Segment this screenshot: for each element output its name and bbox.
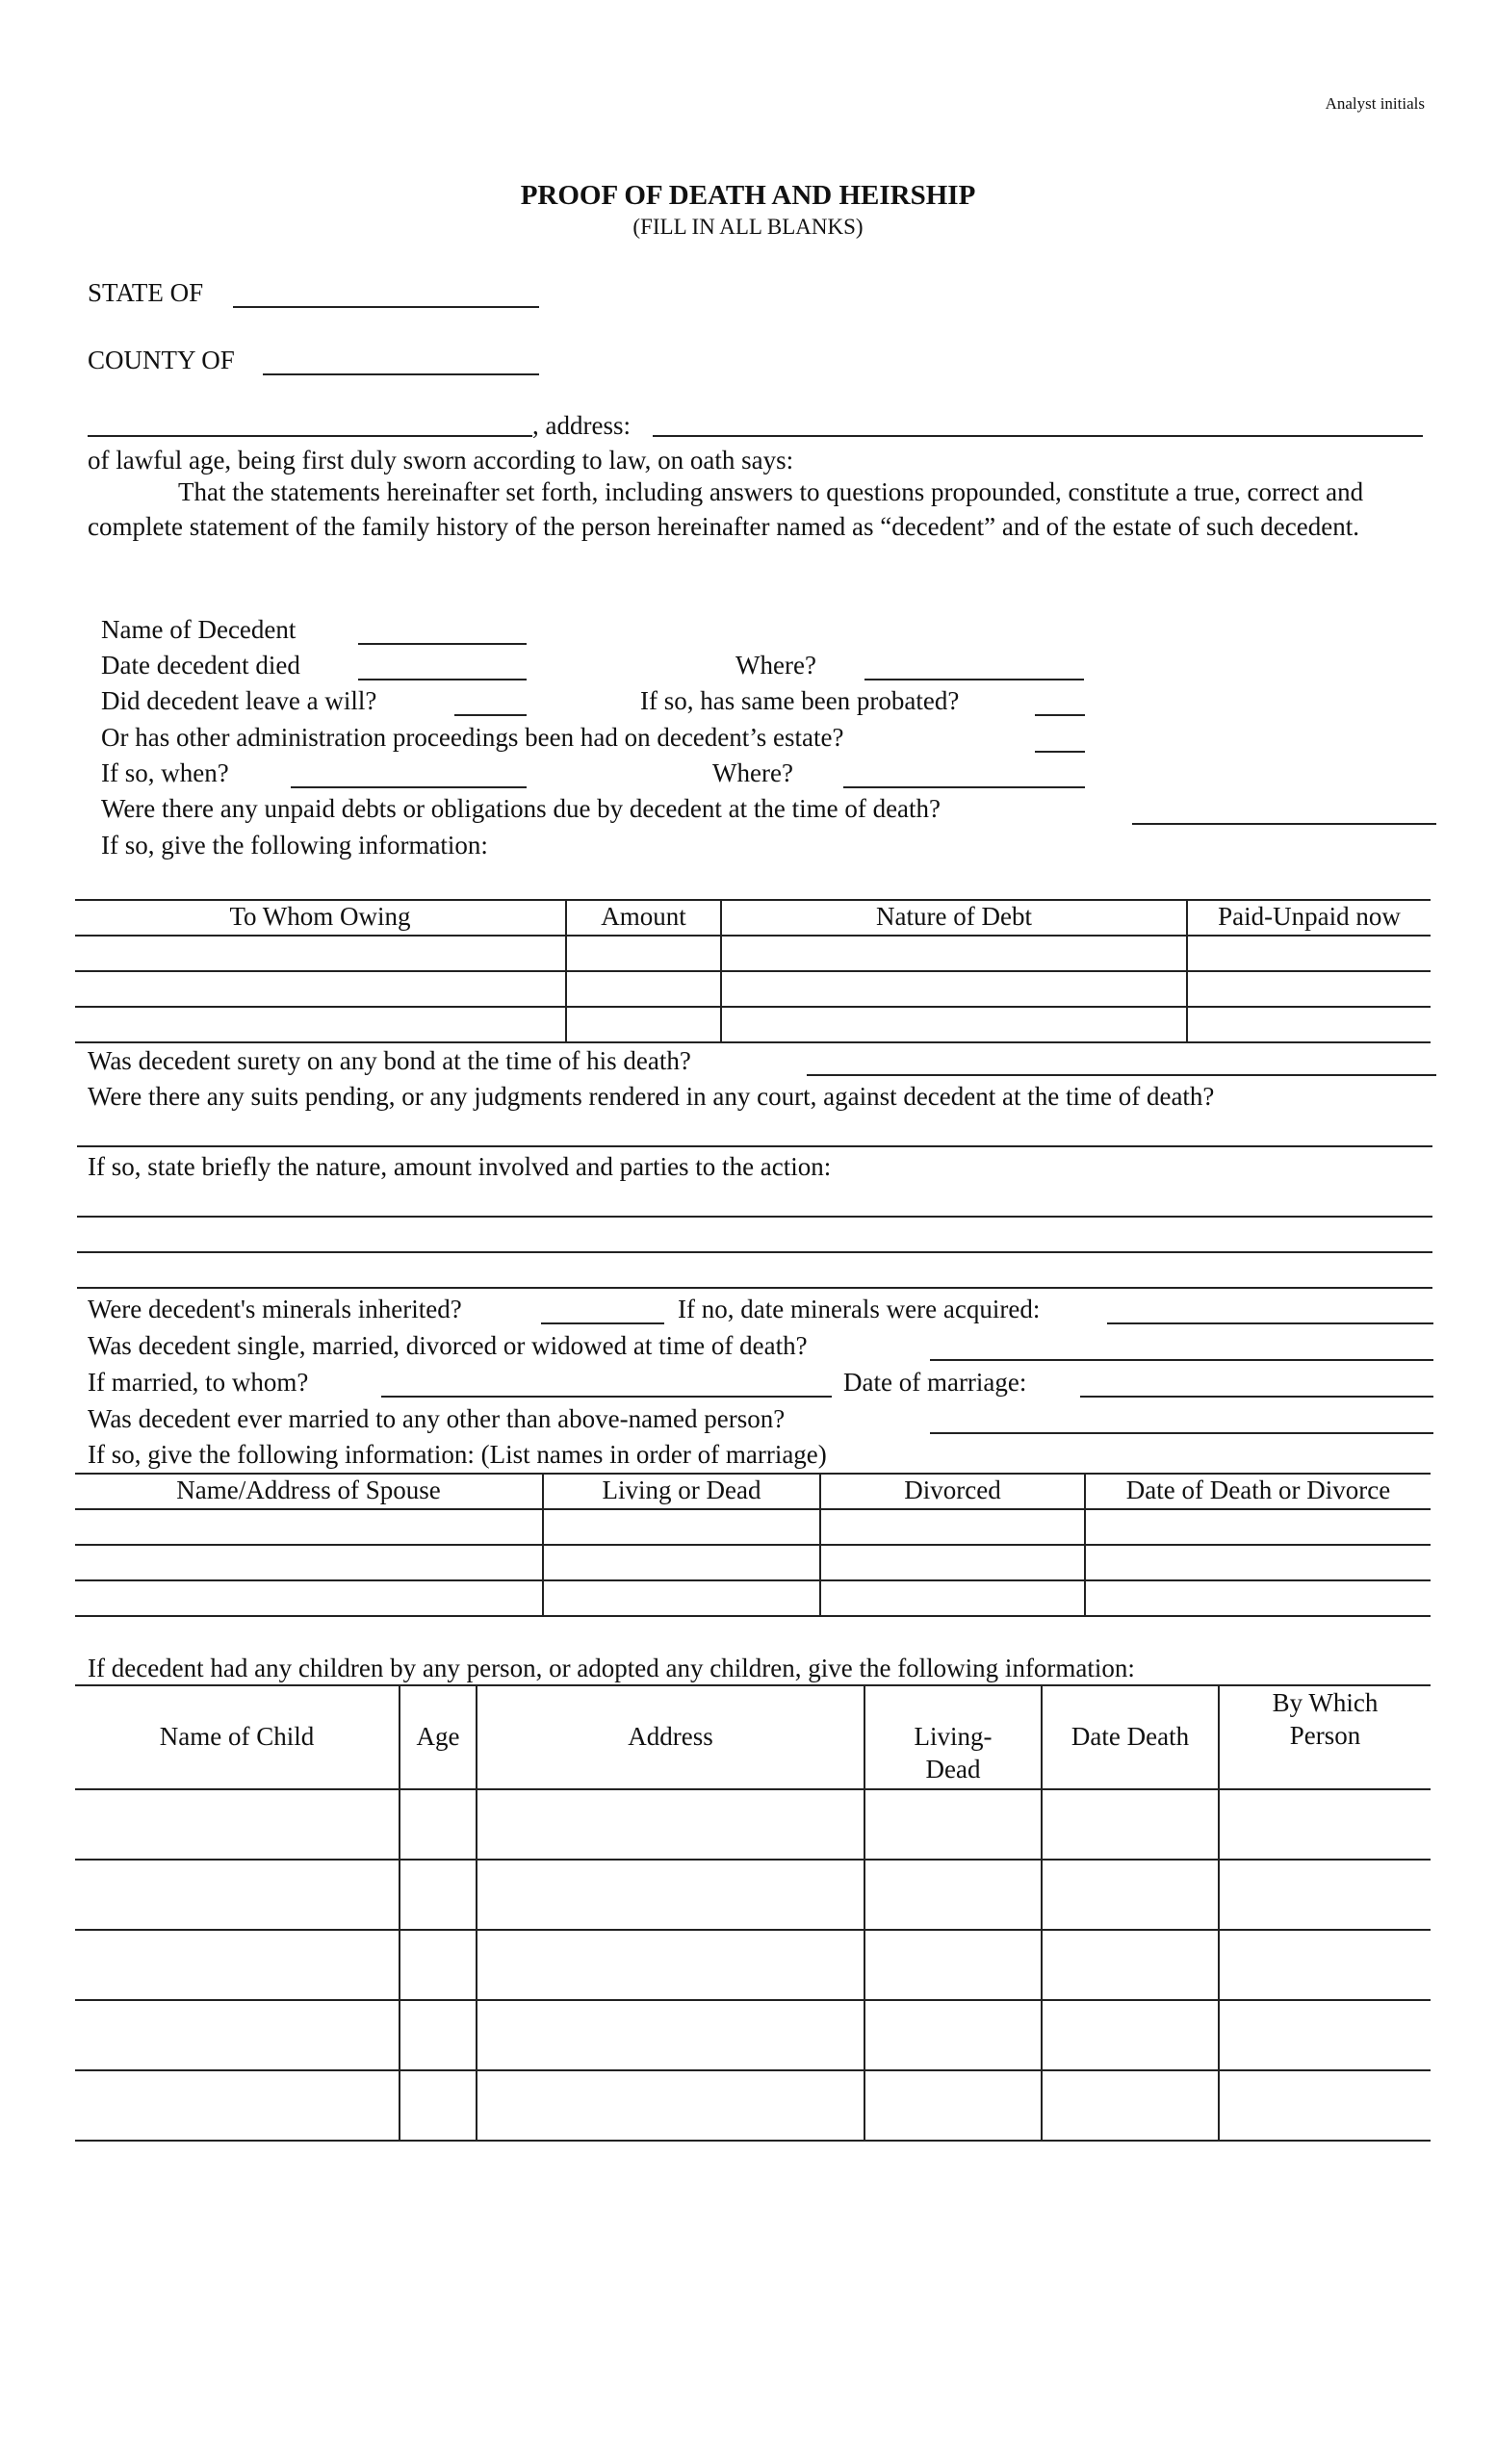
minerals-inherited-field[interactable] (541, 1296, 672, 1324)
marital-status-label: Was decedent single, married, divorced or widowed at time of death? (88, 1331, 808, 1360)
sworn-line: of lawful age, being first duly sworn according to law, on oath says: (88, 446, 794, 475)
spouse-header-date: Date of Death or Divorce (1125, 1476, 1391, 1504)
form-subtitle: (FILL IN ALL BLANKS) (632, 215, 864, 239)
probated-label: If so, has same been probated? (640, 686, 960, 715)
admin-where-field[interactable] (843, 759, 1093, 788)
suits-detail-label: If so, state briefly the nature, amount involved and parties to the action: (88, 1152, 832, 1181)
date-died-label: Date decedent died (101, 651, 300, 680)
surety-field[interactable] (807, 1047, 1444, 1076)
children-header-address: Address (628, 1722, 713, 1751)
admin-proceedings-label: Or has other administration proceedings been had on decedent’s estate? (101, 723, 844, 752)
where-died-field[interactable] (864, 652, 1092, 680)
date-died-underline (358, 679, 527, 680)
spouse-header-living: Living or Dead (602, 1476, 761, 1504)
unpaid-debts-label: Were there any unpaid debts or obligations due by decedent at the time of death? (101, 794, 941, 823)
suits-detail-field-2[interactable] (77, 1224, 1440, 1253)
children-intro-label: If decedent had any children by any person, or adopted any children, give the following information: (88, 1654, 1135, 1682)
children-header-by-which-person: By Which Person (1272, 1688, 1379, 1750)
suits-field[interactable] (77, 1118, 1440, 1147)
state-underline (233, 306, 539, 308)
decedent-name-label: Name of Decedent (101, 615, 297, 644)
debts-header-to-whom: To Whom Owing (229, 902, 411, 931)
surety-label: Was decedent surety on any bond at the time of his death? (88, 1046, 691, 1075)
married-to-underline (381, 1396, 832, 1398)
unpaid-debts-underline (1132, 823, 1436, 825)
debts-info-label: If so, give the following information: (101, 831, 488, 860)
other-marriage-field[interactable] (930, 1405, 1441, 1434)
minerals-inherited-underline (541, 1322, 664, 1324)
suits-detail-field-1[interactable] (77, 1189, 1440, 1218)
date-died-field[interactable] (358, 652, 534, 680)
suits-label: Were there any suits pending, or any judgments rendered in any court, against decedent at the time of death? (88, 1082, 1215, 1111)
affiant-name-underline (88, 435, 532, 437)
county-label: COUNTY OF (88, 346, 235, 374)
suits-underline (77, 1145, 1432, 1147)
suits-detail-underline-3 (77, 1287, 1432, 1289)
affiant-address-field[interactable] (653, 408, 1431, 437)
admin-proceedings-underline (1035, 751, 1085, 753)
state-field[interactable] (233, 279, 547, 308)
admin-where-label: Where? (712, 758, 793, 787)
marital-status-field[interactable] (930, 1332, 1441, 1361)
county-underline (263, 373, 539, 375)
marriage-date-label: Date of marriage: (843, 1368, 1027, 1397)
surety-underline (807, 1074, 1436, 1076)
other-marriage-underline (930, 1432, 1433, 1434)
analyst-initials-label: Analyst initials (1325, 94, 1425, 113)
probated-field[interactable] (1035, 687, 1093, 716)
affiant-address-underline (653, 435, 1423, 437)
will-label: Did decedent leave a will? (101, 686, 377, 715)
spouse-header-divorced: Divorced (904, 1476, 1001, 1504)
minerals-date-label: If no, date minerals were acquired: (678, 1295, 1041, 1323)
debts-header-paid: Paid-Unpaid now (1218, 902, 1401, 931)
county-field[interactable] (263, 346, 547, 375)
where-died-underline (864, 679, 1084, 680)
will-underline (454, 714, 527, 716)
admin-when-label: If so, when? (101, 758, 229, 787)
where-died-label: Where? (735, 651, 816, 680)
spouse-list-label: If so, give the following information: (List names in order of marriage) (88, 1440, 827, 1469)
will-field[interactable] (454, 687, 534, 716)
children-header-name: Name of Child (159, 1722, 315, 1751)
minerals-inherited-label: Were decedent's minerals inherited? (88, 1295, 462, 1323)
unpaid-debts-field[interactable] (1132, 796, 1444, 825)
admin-where-underline (843, 786, 1085, 788)
suits-detail-underline-1 (77, 1216, 1432, 1218)
minerals-date-underline (1107, 1322, 1433, 1324)
decedent-name-field[interactable] (358, 616, 534, 645)
admin-proceedings-field[interactable] (1035, 724, 1093, 753)
statement-paragraph: That the statements hereinafter set forth, including answers to questions propounded, constitute a true, correct and complete statement of the family history of the person hereinafter named as “decedent” and of the estate of such decedent. (88, 477, 1364, 541)
married-to-label: If married, to whom? (88, 1368, 309, 1397)
suits-detail-underline-2 (77, 1251, 1432, 1253)
probated-underline (1035, 714, 1085, 716)
affiant-name-field[interactable] (88, 408, 540, 437)
debts-header-amount: Amount (601, 902, 686, 931)
marriage-date-field[interactable] (1080, 1369, 1441, 1398)
admin-when-underline (291, 786, 527, 788)
married-to-field[interactable] (381, 1369, 839, 1398)
spouse-header-name: Name/Address of Spouse (176, 1476, 441, 1504)
children-header-living-dead: Living- Dead (914, 1722, 993, 1784)
address-label: , address: (532, 411, 631, 440)
suits-detail-field-3[interactable] (77, 1260, 1440, 1289)
debts-header-nature: Nature of Debt (876, 902, 1032, 931)
form-title: PROOF OF DEATH AND HEIRSHIP (520, 180, 976, 211)
children-header-date-death: Date Death (1070, 1722, 1190, 1751)
state-label: STATE OF (88, 278, 204, 307)
children-header-age: Age (416, 1722, 460, 1751)
admin-when-field[interactable] (291, 759, 534, 788)
decedent-name-underline (358, 643, 527, 645)
other-marriage-label: Was decedent ever married to any other than above-named person? (88, 1404, 786, 1433)
marriage-date-underline (1080, 1396, 1433, 1398)
marital-status-underline (930, 1359, 1433, 1361)
minerals-date-field[interactable] (1107, 1296, 1441, 1324)
